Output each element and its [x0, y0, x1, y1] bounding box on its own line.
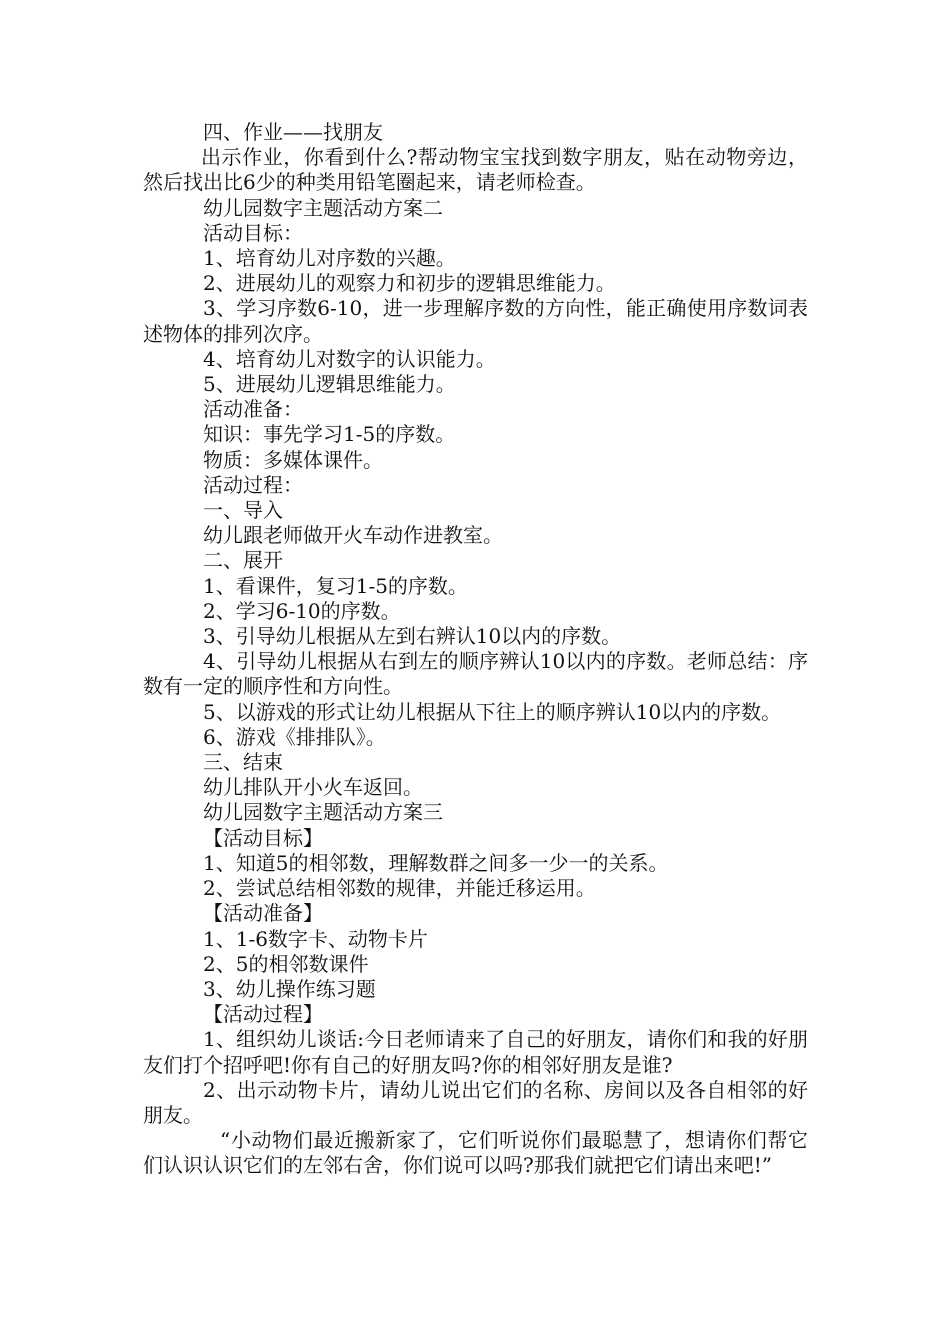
quote-paragraph: “小动物们最近搬新家了，它们听说你们最聪慧了，想请你们帮它们认识认识它们的左邻右舍，你们说可以吗?那我们就把它们请出来吧!” [143, 1128, 808, 1178]
section-heading: 【活动过程】 [203, 1002, 323, 1027]
list-item: 5、以游戏的形式让幼儿根据从下往上的顺序辨认10以内的序数。 [203, 699, 782, 724]
list-item: 1、1-6数字卡、动物卡片 [203, 926, 428, 951]
section-heading: 活动目标： [203, 220, 303, 245]
section-heading: 【活动准备】 [203, 901, 323, 926]
list-item: 1、组织幼儿谈话:今日老师请来了自己的好朋友，请你们和我的好朋友们打个招呼吧!你有自己的好朋友吗?你的相邻好朋友是谁? [143, 1027, 808, 1077]
list-item: 1、看课件，复习1-5的序数。 [203, 573, 468, 598]
document-body [143, 120, 808, 1179]
list-item: 3、学习序数6-10，进一步理解序数的方向性，能正确使用序数词表述物体的排列次序。 [143, 296, 808, 346]
paragraph: 知识：事先学习1-5的序数。 [203, 422, 456, 447]
paragraph: 出示作业，你看到什么?帮动物宝宝找到数字朋友，贴在动物旁边，然后找出比6少的种类用铅笔圈起来，请老师检查。 [143, 145, 808, 195]
list-item: 2、出示动物卡片，请幼儿说出它们的名称、房间以及各自相邻的好朋友。 [143, 1077, 808, 1127]
plan-title-two: 幼儿园数字主题活动方案二 [203, 195, 443, 220]
list-item: 3、引导幼儿根据从左到右辨认10以内的序数。 [203, 624, 622, 649]
plan-title-three: 幼儿园数字主题活动方案三 [203, 800, 443, 825]
list-item: 4、引导幼儿根据从右到左的顺序辨认10以内的序数。老师总结：序数有一定的顺序性和方向性。 [143, 649, 808, 699]
paragraph: 物质：多媒体课件。 [203, 447, 383, 472]
list-item: 2、5的相邻数课件 [203, 951, 369, 976]
section-heading: 活动过程： [203, 472, 303, 497]
section-heading-homework: 四、作业——找朋友 [203, 120, 383, 144]
list-item: 2、学习6-10的序数。 [203, 598, 401, 623]
section-heading: 一、导入 [203, 498, 283, 523]
section-heading: 【活动目标】 [203, 825, 323, 850]
section-heading: 活动准备： [203, 397, 303, 422]
list-item: 1、知道5的相邻数，理解数群之间多一少一的关系。 [203, 850, 669, 875]
list-item: 4、培育幼儿对数字的认识能力。 [203, 346, 496, 371]
list-item: 5、进展幼儿逻辑思维能力。 [203, 372, 456, 397]
section-heading: 三、结束 [203, 750, 283, 775]
list-item: 6、游戏《排排队》。 [203, 724, 386, 749]
list-item: 2、尝试总结相邻数的规律，并能迁移运用。 [203, 876, 596, 901]
list-item: 2、进展幼儿的观察力和初步的逻辑思维能力。 [203, 271, 616, 296]
list-item: 3、幼儿操作练习题 [203, 976, 376, 1001]
paragraph: 幼儿排队开小火车返回。 [203, 775, 423, 800]
section-heading: 二、展开 [203, 548, 283, 573]
paragraph: 幼儿跟老师做开火车动作进教室。 [203, 523, 503, 548]
list-item: 1、培育幼儿对序数的兴趣。 [203, 246, 456, 271]
